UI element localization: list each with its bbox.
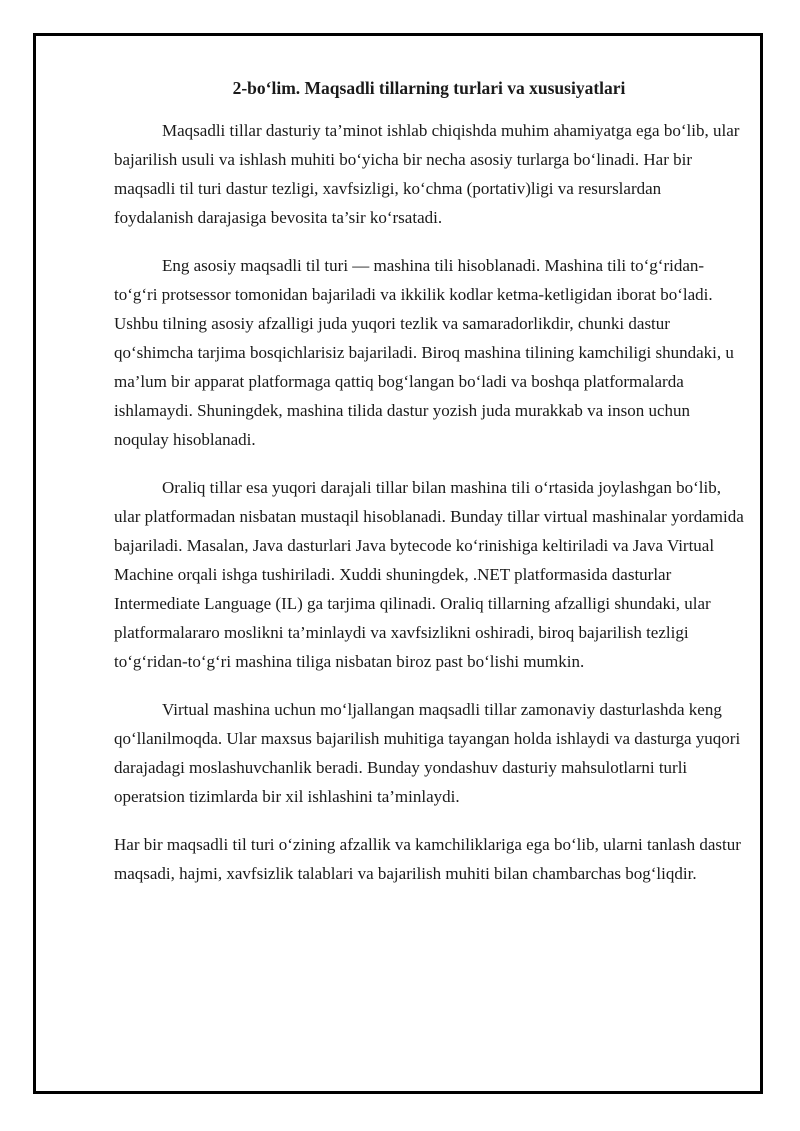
paragraph-intro: Maqsadli tillar dasturiy ta’minot ishlab chiqishda muhim ahamiyatga ega bo‘lib, ular bajarilish usuli va ishlash muhiti bo‘yicha bir necha asosiy turlarga bo‘linadi. Har bir maqsadli til turi dastur tezligi, xavfsizligi, ko‘chma (portativ)ligi va resurslardan foydalanish darajasiga bevosita ta’sir ko‘rsatadi. [114, 121, 740, 227]
paragraph-virtual-machine: Virtual mashina uchun mo‘ljallangan maqsadli tillar zamonaviy dasturlashda keng qo‘llanilmoqda. Ular maxsus bajarilish muhitiga tayangan holda ishlaydi va dasturga yuqori darajadagi moslashuvchanlik beradi. Bunday yondashuv dasturiy mahsulotlarni turli operatsion tizimlarda bir xil ishlashini ta’minlaydi. [114, 700, 741, 806]
paragraph-intermediate-languages: Oraliq tillar esa yuqori darajali tillar bilan mashina tili o‘rtasida joylashgan bo‘lib, ular platformadan nisbatan mustaqil hisoblanadi. Bunday tillar virtual mashinalar yordamida bajariladi. Masalan, Java dasturlari Java bytecode ko‘rinishiga keltiriladi va Java Virtual Machine orqali ishga tushiriladi. Xuddi shuningdek, .NET platformasida dasturlar Intermediate Language (IL) ga tarjima qilinadi. Oraliq tillarning afzalligi shundaki, ular platformalararo moslikni ta’minlaydi va xavfsizlikni oshiradi, biroq bajarilish tezligi to‘g‘ridan-to‘g‘ri mashina tiliga nisbatan biroz past bo‘lishi mumkin. [114, 478, 744, 671]
paragraph-machine-language: Eng asosiy maqsadli til turi — mashina tili hisoblanadi. Mashina tili to‘g‘ridan-to‘g‘ri protsessor tomonidan bajariladi va ikkilik kodlar ketma-ketligidan iborat bo‘ladi. Ushbu tilning asosiy afzalligi juda yuqori tezlik va samaradorlikdir, chunki dastur qo‘shimcha tarjima bosqichlarisiz bajariladi. Biroq mashina tilining kamchiligi shundaki, u ma’lum bir apparat platformaga qattiq bog‘langan bo‘ladi va boshqa platformalarda ishlamaydi. Shuningdek, mashina tilida dastur yozish juda murakkab va inson uchun noqulay hisoblanadi. [114, 256, 734, 449]
document-body [114, 75, 744, 907]
paragraph-conclusion: Har bir maqsadli til turi o‘zining afzallik va kamchiliklariga ega bo‘lib, ularni tanlash dastur maqsadi, hajmi, xavfsizlik talablari va bajarilish muhiti bilan chambarchas bog‘liqdir. [114, 835, 741, 883]
section-title: 2-bo‘lim. Maqsadli tillarning turlari va xususiyatlari [232, 78, 626, 98]
